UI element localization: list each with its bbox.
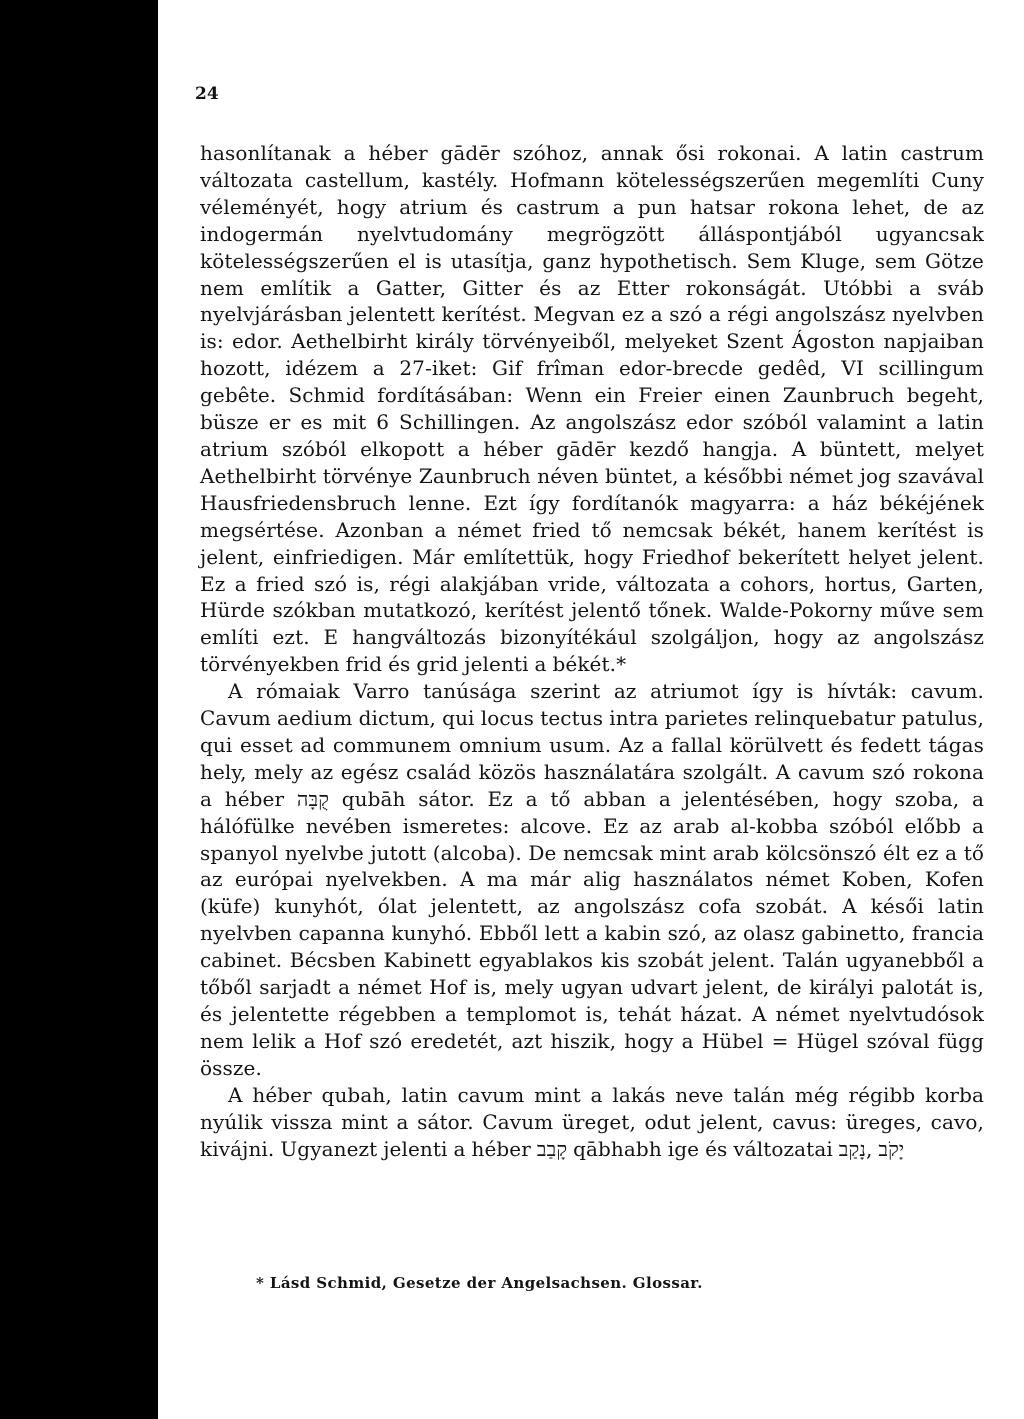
body-text	[200, 140, 984, 1162]
footnote: * Lásd Schmid, Gesetze der Angelsachsen. Glossar.	[256, 1274, 703, 1292]
paragraph-2: A rómaiak Varro tanúsága szerint az atriumot így is hívták: cavum. Cavum aedium dictum, qui locus tectus intra parietes relinquebatur patulus, qui esset ad communem omnium usum. Az a fallal körülvett és fedett tágas hely, mely az egész család közös használatára szolgált. A cavum szó rokona a héber קֻבָּה qubāh sátor. Ez a tő abban a jelentésében, hogy szoba, a hálófülke nevében ismeretes: alcove. Ez az arab al-kobba szóból előbb a spanyol nyelvbe jutott (alcoba). De nemcsak mint arab kölcsönszó élt ez a tő az európai nyelvekben. A ma már alig használatos német Koben, Kofen (küfe) kunyhót, ólat jelentett, az angolszász cofa szobát. A késői latin nyelvben capanna kunyhó. Ebből lett a kabin szó, az olasz gabinetto, francia cabinet. Bécsben Kabinett egyablakos kis szobát jelent. Talán ugyanebből a tőből sarjadt a német Hof is, mely ugyan udvart jelent, de királyi palotát is, és jelentette régebben a templomot is, tehát házat. A német nyelvtudósok nem lelik a Hof szó eredetét, azt hiszik, hogy a Hübel = Hügel szóval függ össze.	[200, 679, 984, 1080]
paragraph-3: A héber qubah, latin cavum mint a lakás neve talán még régibb korba nyúlik vissza mint a sátor. Cavum üreget, odut jelent, cavus: üreges, cavo, kivájni. Ugyanezt jelenti a héber קָבַב qābhabh ige és változatai יָקֹב ,נָקַב	[200, 1082, 984, 1161]
paragraph-1: hasonlítanak a héber gādēr szóhoz, annak ősi rokonai. A latin castrum változata castellum, kastély. Hofmann kötelességszerűen megemlíti Cuny véleményét, hogy atrium és castrum a pun hatsar rokona lehet, de az indogermán nyelvtudomány megrögzött álláspontjából ugyancsak kötelességszerűen el is utasítja, ganz hypothetisch. Sem Kluge, sem Götze nem említik a Gatter, Gitter és az Etter rokonságát. Utóbbi a sváb nyelvjárásban jelentett kerítést. Megvan ez a szó a régi angolszász nyelvben is: edor. Aethelbirht király törvényeiből, melyeket Szent Ágoston napjaiban hozott, idézem a 27-iket: Gif frîman edor-brecde gedêd, VI scillingum gebête. Schmid fordításában: Wenn ein Freier einen Zaunbruch begeht, büsze er es mit 6 Schillingen. Az angolszász edor szóból valamint a latin atrium szóból elkopott a héber gādēr kezdő hangja. A büntett, melyet Aethelbirht törvénye Zaunbruch néven büntet, a későbbi német jog szavával Hausfriedensbruch lenne. Ezt így fordítanók magyarra: a ház békéjének megsértése. Azonban a német fried tő nemcsak békét, hanem kerítést is jelent, einfriedigen. Már említettük, hogy Friedhof bekerített helyet jelent. Ez a fried szó is, régi alakjában vride, változata a cohors, hortus, Garten, Hürde szókban mutatkozó, kerítést jelentő tőnek. Walde-Pokorny műve sem említi ezt. E hangváltozás bizonyítékául szolgáljon, hogy az angolszász törvényekben frid és grid jelenti a békét.*	[200, 141, 984, 677]
page-number: 24	[195, 84, 219, 104]
book-page	[158, 0, 1024, 1419]
black-scan-margin	[0, 0, 158, 1419]
